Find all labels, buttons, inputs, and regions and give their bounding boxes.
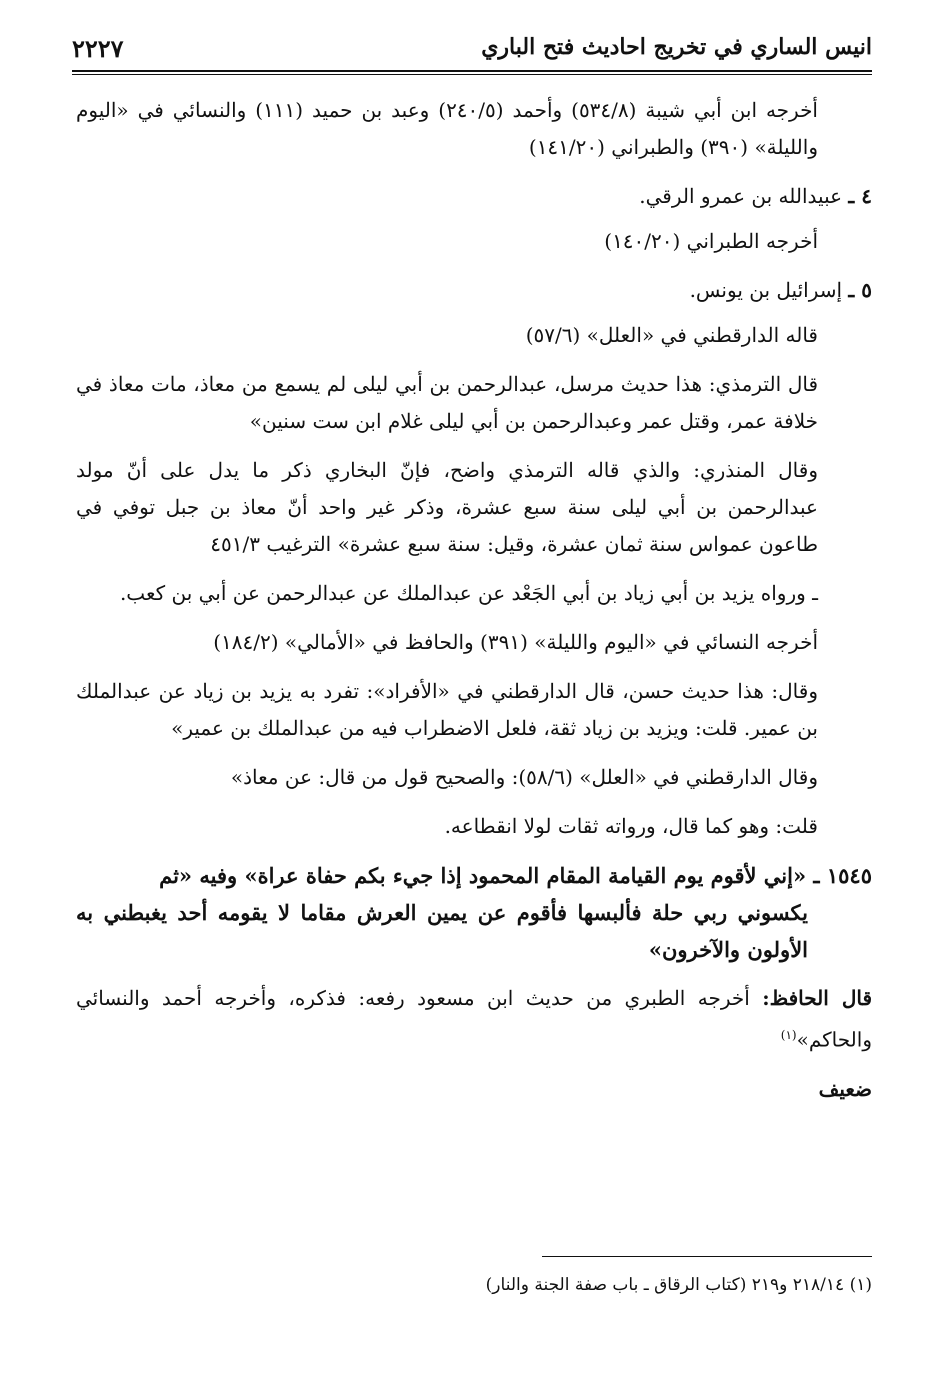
paragraph-qult: قلت: وهو كما قال، ورواته ثقات لولا انقطاعه. bbox=[444, 814, 818, 838]
hadith-number: ١٥٤٥ ـ bbox=[813, 863, 872, 888]
footnote-marker[interactable]: (١) bbox=[780, 1028, 797, 1042]
footnote-rule bbox=[542, 1256, 872, 1257]
paragraph-mundhiri: وقال المنذري: والذي قاله الترمذي واضح، فإنّ البخاري ذكر ما يدل على أنّ مولد عبدالرحمن بن أبي ليلى سنة سبع عشرة، وذكر غير واحد أنّ معاذ بن جبل توفي في طاعون عمواس سنة ثمان عشرة، وقيل: سنة سبع عشرة» الترغيب ٤٥١/٣ bbox=[76, 458, 818, 556]
paragraph-nasai: أخرجه النسائي في «اليوم والليلة» (٣٩١) والحافظ في «الأمالي» (١٨٤/٢) bbox=[213, 630, 818, 654]
header-rule bbox=[72, 70, 872, 72]
page-header bbox=[72, 30, 872, 70]
running-title: انيس الساري في تخريج احاديث فتح الباري bbox=[481, 34, 872, 60]
hadith-text-line1: «إني لأقوم يوم القيامة المقام المحمود إذا جيء بكم حفاة عراة» وفيه «ثم bbox=[159, 863, 807, 888]
item-number: ٤ ـ bbox=[848, 184, 872, 208]
narrator-item-5 bbox=[76, 272, 872, 309]
paragraph-qal: وقال: هذا حديث حسن، قال الدارقطني في «الأفراد»: تفرد به يزيد بن زياد عن عبدالملك بن عمير. قلت: ويزيد بن زياد ثقة، فلعل الاضطراب فيه من عبدالملك بن عمير» bbox=[76, 679, 818, 740]
footnote: (١) ٢١٨/١٤ و٢١٩ (كتاب الرقاق ـ باب صفة الجنة والنار) bbox=[485, 1275, 872, 1295]
paragraph-takhrij: أخرجه ابن أبي شيبة (٥٣٤/٨) وأحمد (٢٤٠/٥) وعبد بن حميد (١١١) والنسائي في «اليوم والليلة» (٣٩٠) والطبراني (١٤١/٢٠) bbox=[76, 98, 818, 159]
paragraph-tirmidhi: قال الترمذي: هذا حديث مرسل، عبدالرحمن بن أبي ليلى لم يسمع من معاذ، مات معاذ في خلافة عمر، وقتل عمر وعبدالرحمن بن أبي ليلى غلام ابن ست سنين» bbox=[76, 372, 818, 433]
hafiz-text: أخرجه الطبري من حديث ابن مسعود رفعه: فذكره، وأخرجه أحمد والنسائي والحاكم» bbox=[76, 986, 872, 1052]
page-body bbox=[76, 92, 872, 1120]
hadith-grade: ضعيف bbox=[818, 1076, 872, 1101]
hafiz-label: قال الحافظ: bbox=[762, 986, 873, 1010]
paragraph-yazid: ـ ورواه يزيد بن أبي زياد بن أبي الجَعْد عن عبدالملك عن عبدالرحمن عن أبي بن كعب. bbox=[119, 581, 818, 605]
narrator-source: قاله الدارقطني في «العلل» (٥٧/٦) bbox=[525, 323, 818, 347]
narrator-name: عبيدالله بن عمرو الرقي. bbox=[639, 184, 843, 208]
item-number: ٥ ـ bbox=[848, 278, 872, 302]
narrator-name: إسرائيل بن يونس. bbox=[689, 278, 843, 302]
hadith-entry bbox=[76, 857, 872, 968]
hadith-text-continued: يكسوني ربي حلة فألبسها فأقوم عن يمين العرش مقاما لا يقومه أحد يغبطني به الأولون والآخرون» bbox=[76, 900, 808, 962]
narrator-source: أخرجه الطبراني (١٤٠/٢٠) bbox=[604, 229, 818, 253]
paragraph-daraqutni: وقال الدارقطني في «العلل» (٥٨/٦): والصحيح قول من قال: عن معاذ» bbox=[230, 765, 818, 789]
page-number: ٢٢٢٧ bbox=[72, 34, 124, 63]
header-rule-thin bbox=[72, 74, 872, 75]
paragraph-hafiz bbox=[76, 980, 872, 1059]
narrator-item-4 bbox=[76, 178, 872, 215]
